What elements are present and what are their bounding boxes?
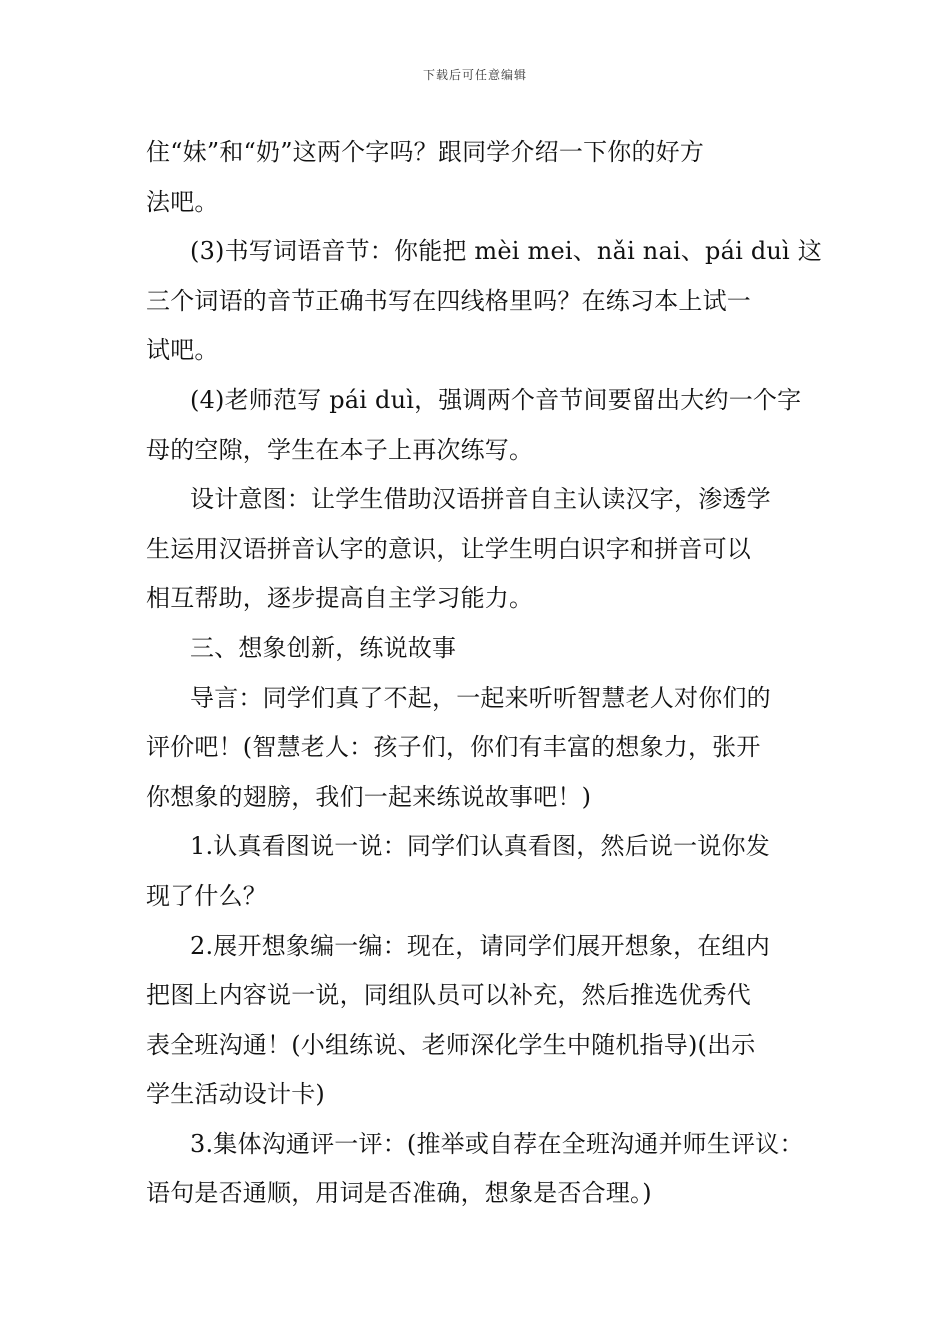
document-body <box>146 128 822 1219</box>
text-line: 学生活动设计卡) <box>146 1080 325 1109</box>
text-line: 语句是否通顺，用词是否准确，想象是否合理。) <box>146 1179 652 1208</box>
paragraph-start-line: 3.集体沟通评一评：(推举或自荐在全班沟通并师生评议： <box>190 1129 804 1158</box>
text-line: 住“妹”和“奶”这两个字吗？跟同学介绍一下你的好方 <box>146 138 705 166</box>
text-line: 现了什么？ <box>146 881 267 910</box>
text-line: 母的空隙，学生在本子上再次练写。 <box>146 435 534 464</box>
text-line: 把图上内容说一说，同组队员可以补充，然后推选优秀代 <box>146 981 751 1010</box>
text-line: 相互帮助，逐步提高自主学习能力。 <box>146 584 534 613</box>
page-header: 下载后可任意编辑 <box>422 68 527 82</box>
paragraph-start-line: 1.认真看图说一说：同学们认真看图，然后说一说你发 <box>190 832 770 861</box>
text-line: 试吧。 <box>146 336 219 365</box>
text-line: 三个词语的音节正确书写在四线格里吗？在练习本上试一 <box>146 286 751 315</box>
text-line: 你想象的翅膀，我们一起来练说故事吧！) <box>146 782 592 811</box>
paragraph-start-line: 设计意图：让学生借助汉语拼音自主认读汉字，渗透学 <box>190 485 771 514</box>
text-line: 法吧。 <box>146 187 219 216</box>
text-line: 评价吧！(智慧老人：孩子们，你们有丰富的想象力，张开 <box>146 733 761 762</box>
paragraph-start-line: 导言：同学们真了不起，一起来听听智慧老人对你们的 <box>190 683 771 712</box>
paragraph-start-line: 2.展开想象编一编：现在，请同学们展开想象，在组内 <box>190 931 770 960</box>
section-heading: 三、想象创新，练说故事 <box>190 633 457 662</box>
paragraph-start-line: (3)书写词语音节：你能把 mèi mei、nǎi nai、pái duì 这 <box>190 237 822 266</box>
text-line: 表全班沟通！(小组练说、老师深化学生中随机指导)(出示 <box>146 1030 756 1059</box>
paragraph-start-line: (4)老师范写 pái duì，强调两个音节间要留出大约一个字 <box>190 385 802 414</box>
text-line: 生运用汉语拼音认字的意识，让学生明白识字和拼音可以 <box>146 534 751 563</box>
